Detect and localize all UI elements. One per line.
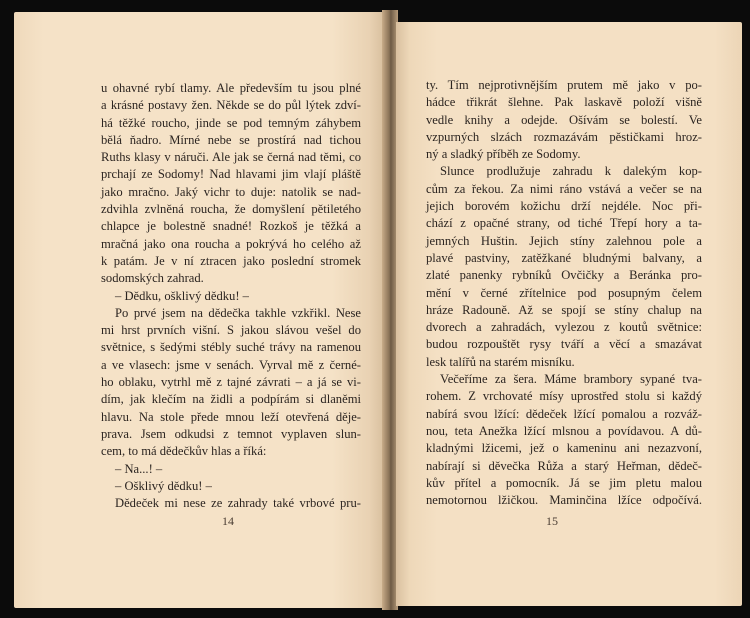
- text-line: chází z opačné strany, od tiché Třepí hory a ta-: [426, 216, 702, 231]
- text-line: bělá ňadro. Mírné nebe se prostírá nad tichou: [101, 132, 361, 147]
- text-line: cem, to má dědečkův hlas a říká:: [101, 444, 267, 459]
- left-page-number: 14: [222, 514, 234, 528]
- left-page: [14, 12, 384, 608]
- text-line: budou rozpouštět rysy tváří a věcí a smazávat: [426, 337, 702, 352]
- right-page-number: 15: [546, 514, 558, 528]
- text-line: světnice, s šedými stébly suché trávy na ramenou: [101, 340, 361, 355]
- text-line: u ohavné rybí tlamy. Ale především tu jsou plné: [101, 81, 361, 95]
- text-line: Slunce prodlužuje zahradu k dalekým kop-: [440, 164, 702, 179]
- text-line: zdvihla zvlněná roucha, že domyšlení pětiletého: [101, 202, 361, 217]
- text-line: mění v černé zřítelnice pod posupným čelem: [426, 285, 702, 300]
- text-line: dvorech a zahradách, vylezou z koutů světnice:: [426, 320, 702, 335]
- text-line: plavé pastviny, zatěžkané bludnými balvany, a: [426, 250, 702, 265]
- text-line: – Na...! –: [115, 461, 163, 476]
- text-line: jejich borovém kožichu drží nejdéle. Noc při-: [426, 199, 702, 214]
- text-line: – Ošklivý dědku! –: [115, 478, 212, 493]
- text-line: Dědeček mi nese ze zahrady také vrbové pru-: [115, 496, 361, 511]
- text-line: nabírají si děvečka Růža a starý Heřman, dědeč-: [426, 458, 702, 473]
- text-line: ty. Tím nejprotivnějším prutem mě jako v po-: [426, 78, 702, 92]
- text-line: cům za řekou. Za nimi ráno vstává a večer se na: [426, 181, 702, 196]
- text-line: hlavu. Na stole přede mnou leží otevřená děje-: [101, 409, 361, 424]
- text-line: vzpurných slzách rozmazávám pěstičkami hroz-: [426, 129, 702, 144]
- text-line: dím, jak klečím na židli a podpírám si dlaněmi: [101, 392, 361, 407]
- text-line: Ruths klasy v náruči. Ale jak se černá nad těmi, co: [101, 150, 361, 165]
- text-line: vedle knihy a odejde. Ošívám se bolestí. Ve: [426, 112, 702, 127]
- text-line: rohem. Z vrchovaté mísy uprostřed stolu si každý: [426, 389, 702, 404]
- text-line: kladnými lžicemi, jež o kameninu ani nezazvoní,: [426, 441, 702, 456]
- text-line: jako mračno. Jaký vichr to duje: natolik se nad-: [101, 184, 361, 199]
- text-line: hádce třikrát šlehne. Pak laskavě položí višně: [426, 95, 702, 110]
- text-line: Večeříme za šera. Máme brambory sypané tva-: [440, 372, 702, 387]
- text-line: nou, teta Anežka lžící mlsnou a povídavou. A dů-: [426, 423, 702, 438]
- text-line: k patám. Je v ní ztracen jako poslední stromek: [101, 253, 361, 268]
- text-line: ný a sladký příběh ze Sodomy.: [426, 147, 581, 162]
- text-line: mračná jako ona roucha a pokrývá ho celého až: [101, 236, 361, 251]
- text-line: nabírá svou lžící: dědeček lžící pomalou a rozváž-: [426, 406, 702, 421]
- text-line: prchají ze Sodomy! Nad hlavami jim vlají pláště: [101, 167, 361, 182]
- text-line: – Dědku, ošklivý dědku! –: [115, 288, 249, 303]
- text-line: lesk talířů na starém misníku.: [426, 354, 575, 369]
- text-line: zlaté panenky rybníků Ovčičky a Beránka pro-: [426, 268, 702, 283]
- text-line: jemných Huštin. Jejich stíny zalehnou pole a: [426, 233, 702, 248]
- text-line: há těžké roucho, jinde se pod temným záhybem: [101, 115, 361, 130]
- text-line: nemotornou lžičkou. Maminčina lžíce odpočívá.: [426, 493, 702, 508]
- text-line: sodomských zahrad.: [101, 271, 204, 286]
- text-line: ho oblaku, vytrhl mě z tajné závrati – a já se vi-: [101, 375, 361, 390]
- left-page-text: [101, 80, 361, 512]
- right-page: [396, 22, 742, 606]
- right-page-text: [426, 77, 702, 509]
- text-line: chlapce je bolestně snadné! Rozkoš je těžká a: [101, 219, 361, 234]
- text-line: Po prvé jsem na dědečka takhle vzkřikl. Nese: [115, 305, 361, 320]
- text-line: kův přítel a pomocník. Já se jim pletu malou: [426, 475, 702, 490]
- text-line: a krásné postavy žen. Někde se do půl lýtek zdví-: [101, 98, 361, 113]
- text-line: prava. Jsem odkudsi z temnot vyplaven slun-: [101, 426, 361, 441]
- text-line: a ve vlasech: jsme v senách. Vyrval mě z černé-: [101, 357, 361, 372]
- text-line: mi hrst prvních višní. S jakou slávou vešel do: [101, 323, 361, 338]
- text-line: hráze Radouně. Až se spojí se stíny chalup na: [426, 302, 702, 317]
